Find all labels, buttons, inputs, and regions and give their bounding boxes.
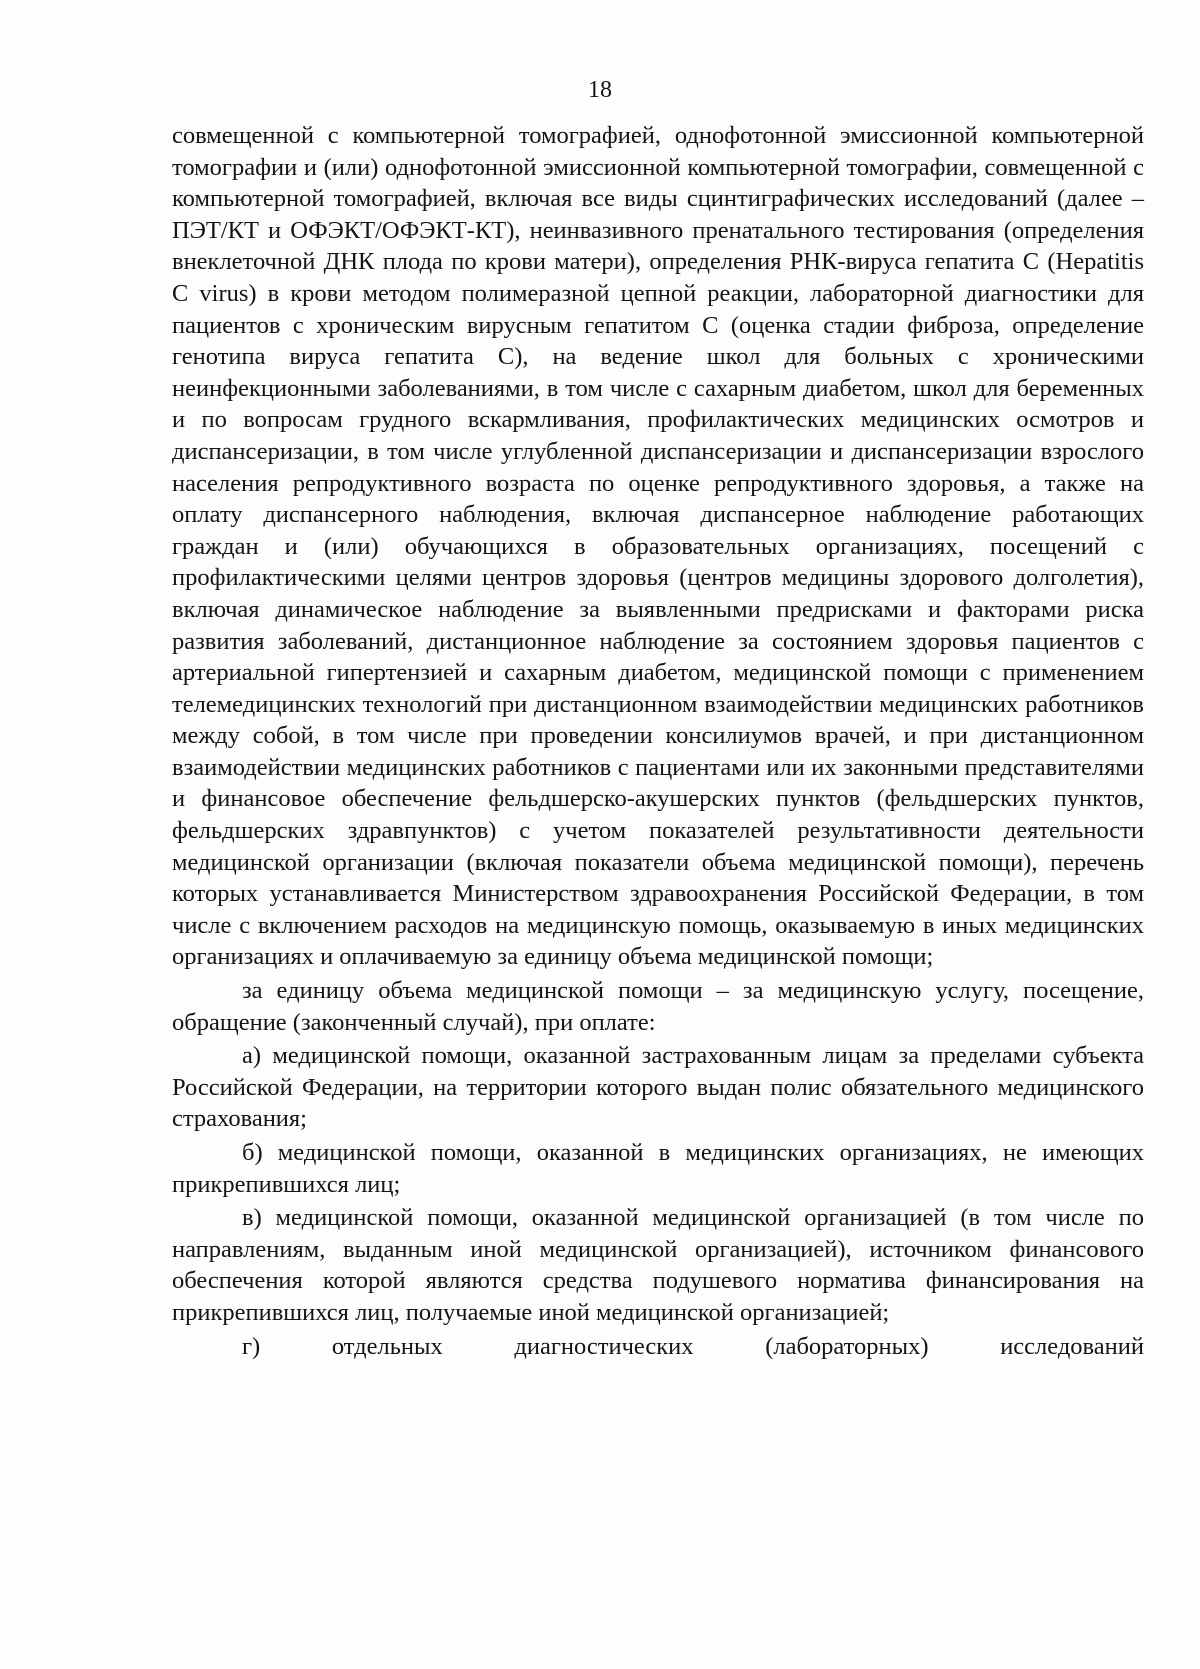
paragraph-continuation: совмещенной с компьютерной томографией, однофотонной эмиссионной компьютерной томографии и (или) однофотонной эмиссионной компьютерной томографии, совмещенной с компьютерной томографией, включая все виды сцинтиграфических исследований (далее – ПЭТ/КТ и ОФЭКТ/ОФЭКТ-КТ), неинвазивного пренатального тестирования (определения внеклеточной ДНК плода по крови матери), определения РНК-вируса гепатита С (Hepatitis C virus) в крови методом полимеразной цепной реакции, лабораторной диагностики для пациентов с хроническим вирусным гепатитом С (оценка стадии фиброза, определение генотипа вируса гепатита С), на ведение школ для больных с хроническими неинфекционными заболеваниями, в том числе с сахарным диабетом, школ для беременных и по вопросам грудного вскармливания, профилактических медицинских осмотров и диспансеризации, в том числе углубленной диспансеризации и диспансеризации взрослого населения репродуктивного возраста по оценке репродуктивного здоровья, а также на оплату диспансерного наблюдения, включая диспансерное наблюдение работающих граждан и (или) обучающихся в образовательных организациях, посещений с профилактическими целями центров здоровья (центров медицины здорового долголетия), включая динамическое наблюдение за выявленными предрисками и факторами риска развития заболеваний, дистанционное наблюдение за состоянием здоровья пациентов с артериальной гипертензией и сахарным диабетом, медицинской помощи с применением телемедицинских технологий при дистанционном взаимодействии медицинских работников между собой, в том числе при проведении консилиумов врачей, и при дистанционном взаимодействии медицинских работников с пациентами или их законными представителями и финансовое обеспечение фельдшерско-акушерских пунктов (фельдшерских пунктов, фельдшерских здравпунктов) с учетом показателей результативности деятельности медицинской организации (включая показатели объема медицинской помощи), перечень которых устанавливается Министерством здравоохранения Российской Федерации, в том числе с включением расходов на медицинскую помощь, оказываемую в иных медицинских организациях и оплачиваемую за единицу объема медицинской помощи;	[172, 122, 1144, 971]
list-item-a: а) медицинской помощи, оказанной застрахованным лицам за пределами субъекта Российской Федерации, на территории которого выдан полис обязательного медицинского страхования;	[172, 1042, 1144, 1133]
paragraph-unit-volume-payment: за единицу объема медицинской помощи – за медицинскую услугу, посещение, обращение (законченный случай), при оплате:	[172, 977, 1144, 1036]
list-item-v: в) медицинской помощи, оказанной медицинской организацией (в том числе по направлениям, выданным иной медицинской организацией), источником финансового обеспечения которой являются средства подушевого норматива финансирования на прикрепившихся лиц, получаемые иной медицинской организацией;	[172, 1204, 1144, 1326]
page-number: 18	[588, 77, 612, 103]
list-item-g: г) отдельных диагностических (лабораторных) исследований	[242, 1332, 1144, 1360]
list-item-b: б) медицинской помощи, оказанной в медицинских организациях, не имеющих прикрепившихся лиц;	[172, 1139, 1144, 1198]
document-body	[172, 120, 1144, 1362]
